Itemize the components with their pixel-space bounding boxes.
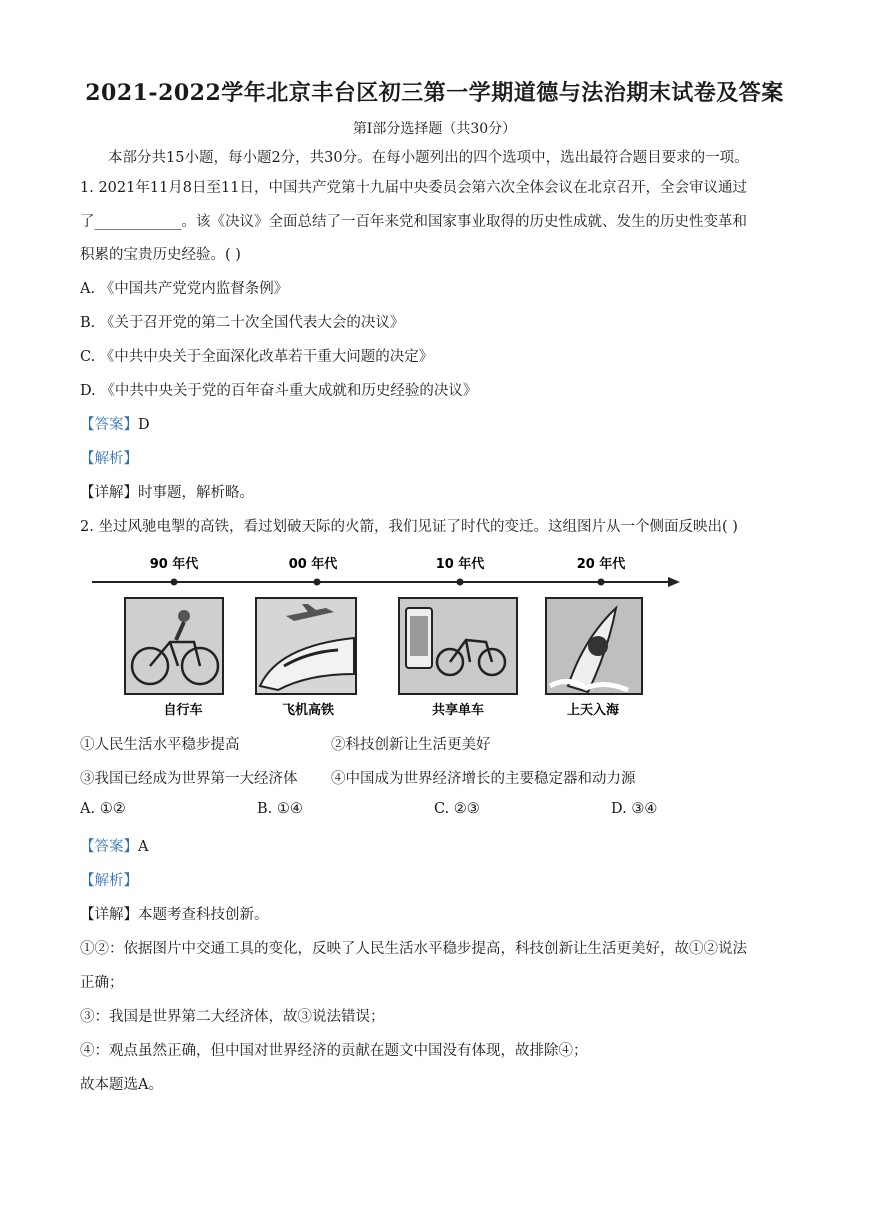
q2-answer-value: A (138, 839, 149, 855)
caption-plane-train: 飞机高铁 (281, 703, 335, 718)
q2-option-b: B. ①④ (257, 801, 303, 817)
caption-shared-bike: 共享单车 (431, 703, 485, 718)
q2-option-c: C. ②③ (434, 801, 480, 817)
q2-explanation-3: ④：观点虽然正确，但中国对世界经济的贡献在题文中国没有体现，故排除④； (80, 1043, 588, 1059)
q1-option-a: A. 《中国共产党党内监督条例》 (80, 281, 289, 297)
caption-bicycle: 自行车 (163, 703, 203, 718)
q2-conclusion: 故本题选A。 (80, 1077, 163, 1093)
q2-analysis-tag: 【解析】 (80, 873, 138, 889)
q2-detail: 【详解】本题考查科技创新。 (80, 907, 269, 923)
era-label-90s: 90 年代 (149, 557, 199, 572)
q1-option-b: B. 《关于召开党的第二十次全国代表大会的决议》 (80, 315, 405, 331)
q2-statement-3: ③我国已经成为世界第一大经济体 (80, 771, 298, 787)
q1-answer-value: D (138, 417, 150, 433)
q1-answer (80, 413, 150, 434)
timeline-figure (88, 546, 684, 722)
q1-stem-line-1: 1. 2021年11月8日至11日，中国共产党第十九届中央委员会第六次全体会议在北京召开，全会审议通过 (80, 180, 747, 196)
timeline-arrow-icon (668, 577, 680, 587)
caption-rocket: 上天入海 (566, 703, 620, 718)
q2-statement-1: ①人民生活水平稳步提高 (80, 737, 240, 753)
q2-statement-4: ④中国成为世界经济增长的主要稳定器和动力源 (331, 771, 636, 787)
q2-answer (80, 835, 148, 856)
q1-answer-tag: 【答案】 (80, 417, 138, 433)
q1-analysis-tag: 【解析】 (80, 451, 138, 467)
q2-option-a: A. ①② (80, 801, 126, 817)
q2-answer-tag: 【答案】 (80, 839, 138, 855)
era-label-20s: 20 年代 (576, 557, 626, 572)
q2-statement-2: ②科技创新让生活更美好 (331, 737, 491, 753)
q2-explanation-1: ①②：依据图片中交通工具的变化，反映了人民生活水平稳步提高，科技创新让生活更美好，故①②说法 (80, 941, 747, 957)
q2-explanation-1-cont: 正确； (80, 975, 124, 991)
q1-stem-line-3: 积累的宝贵历史经验。( ) (80, 247, 241, 263)
q2-explanation-2: ③：我国是世界第二大经济体，故③说法错误； (80, 1009, 385, 1025)
q2-stem: 2. 坐过风驰电掣的高铁，看过划破天际的火箭，我们见证了时代的变迁。这组图片从一个侧面反映出( ) (80, 519, 738, 535)
bicycle-illustration (125, 598, 223, 694)
timeline-dot-20s (598, 579, 605, 586)
era-label-00s: 00 年代 (288, 557, 338, 572)
q1-option-c: C. 《中共中央关于全面深化改革若干重大问题的决定》 (80, 349, 434, 365)
q2-option-d: D. ③④ (611, 801, 658, 817)
shared-bike-illustration (399, 598, 517, 694)
q1-detail: 【详解】时事题，解析略。 (80, 485, 254, 501)
q1-option-d: D. 《中共中央关于党的百年奋斗重大成就和历史经验的决议》 (80, 383, 478, 399)
plane-train-illustration (256, 598, 356, 694)
rocket-illustration (546, 598, 642, 694)
timeline-dot-00s (314, 579, 321, 586)
q1-stem-line-2: 了____________。该《决议》全面总结了一百年来党和国家事业取得的历史性成就、发生的历史性变革和 (80, 214, 747, 230)
era-label-10s: 10 年代 (435, 557, 485, 572)
section-intro: 本部分共15小题，每小题2分，共30分。在每小题列出的四个选项中，选出最符合题目要求的一项。 (108, 150, 749, 166)
section-heading: 第Ⅰ部分选择题（共30分） (352, 121, 517, 137)
page-title: 2021-2022学年北京丰台区初三第一学期道德与法治期末试卷及答案 (85, 80, 784, 106)
timeline-dot-90s (171, 579, 178, 586)
timeline-dot-10s (457, 579, 464, 586)
